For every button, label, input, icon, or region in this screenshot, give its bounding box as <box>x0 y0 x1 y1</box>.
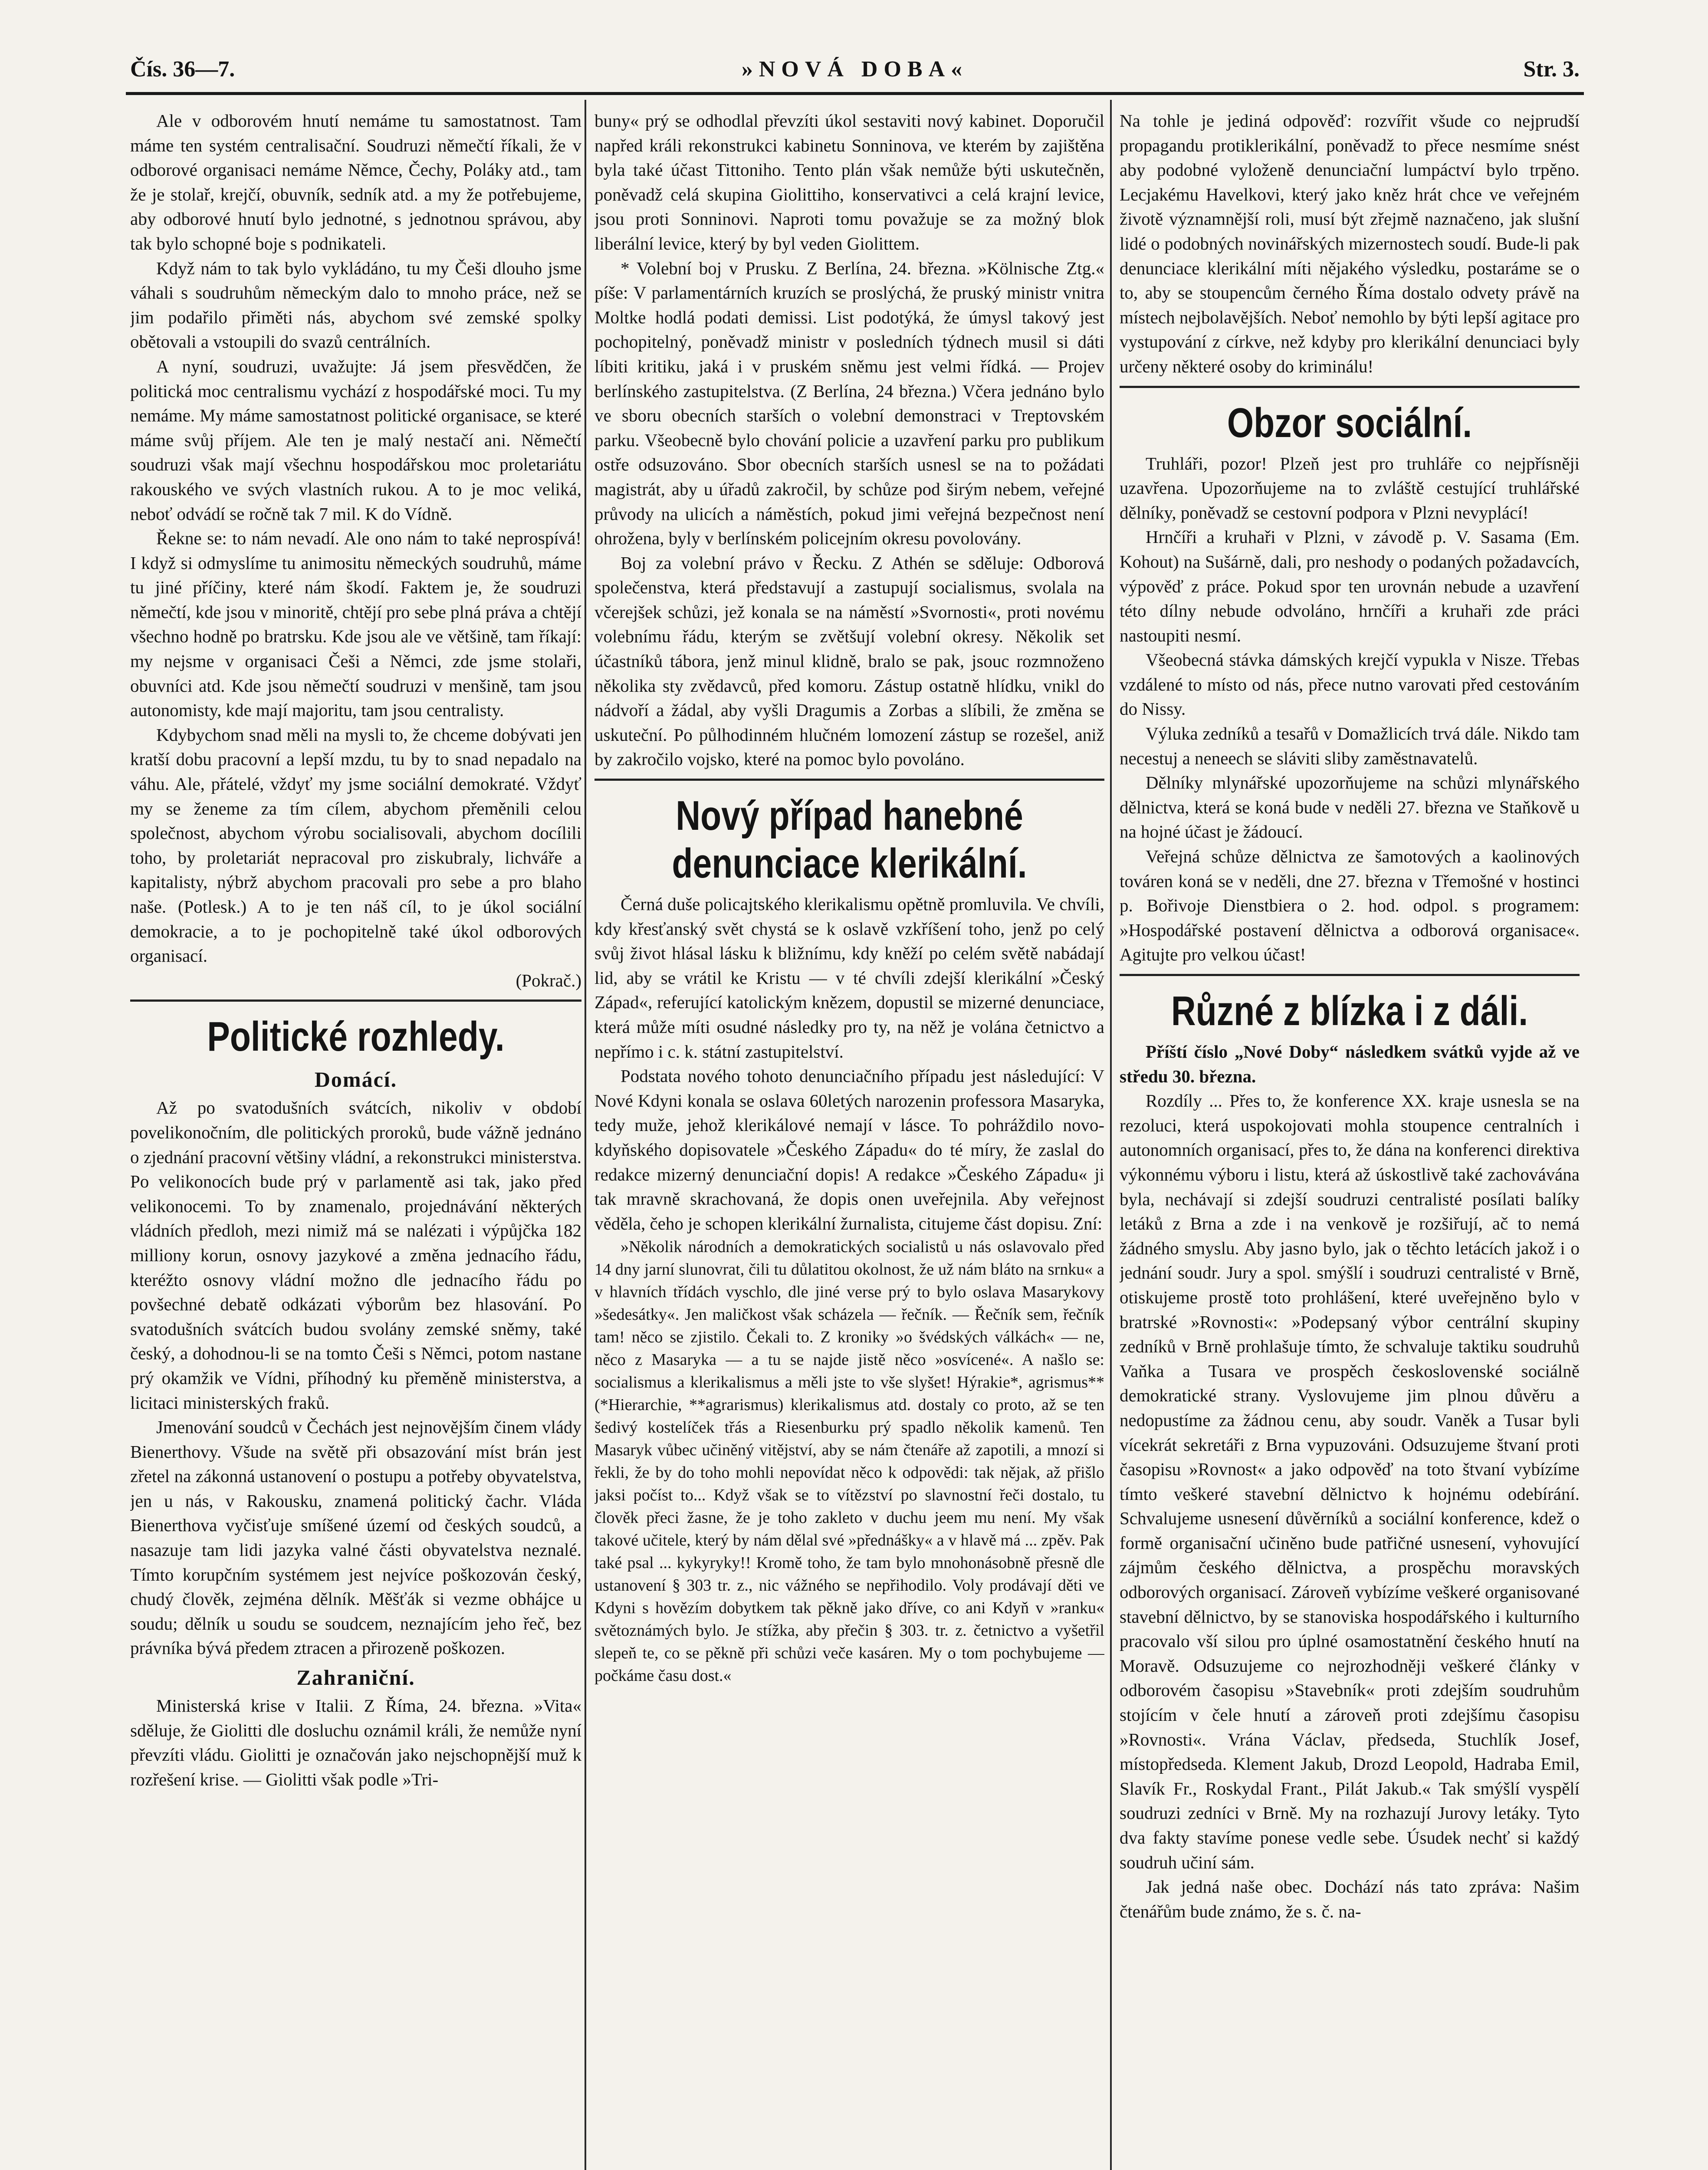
section-heading: Různé z blízka i z dáli. <box>1171 988 1528 1034</box>
paragraph: * Volební boj v Prusku. Z Berlína, 24. března. »Kölnische Ztg.« píše: V parlamentárních kruzích se proslýchá, že pruský ministr vnitra Moltke hodlá podati demissi. List podotýká, že úmysl takový jest pochopitelný, poněvadž ministr v posledních týdnech musil si dáti líbiti kritiku, jaká i v pruském sněmu jest velmi řídká. — Projev berlínského zastupitelstva. (Z Berlína, 24 března.) Včera jednáno bylo ve sboru obecních starších o volební demonstraci v Treptovském parku. Všeobecně bylo chování policie a uzavření parku pro publikum ostře odsuzováno. Sbor obecních starších usnesl se na to požádati magistrát, aby u úřadů zakročil, by schůze pod širým nebem, veřejné průvody na ulicích a náměstích, pokud jimi veřejná bezpečnost není ohrožena, byly v berlínském policejním okresu povolovány. <box>595 258 1104 549</box>
paragraph: Jak jedná naše obec. Dochází nás tato zpráva: Našim čtenářům bude známo, že s. č. na- <box>1120 1877 1580 1921</box>
paragraph: Černá duše policajtského klerikalismu opětně promluvila. Ve chvíli, kdy křesťanský svět chystá se k oslavě vzkříšení toho, jenž po celý svůj život hlásal lásku k bližnímu, kdy kněží po celém světě nabádají lid, aby se vrátil ke Kristu — v té chvíli zdejší klerikální »Český Západ«, referující katolickým knězem, dopustil se mizerné denunciace, která může míti osudné následky pro ty, na něž je volána četnictvo a nepřímo i c. k. státní zastupitelství. <box>595 894 1104 1062</box>
paragraph: Rozdíly ... Přes to, že konference XX. kraje usnesla se na rezoluci, která uspokojovati mohla stoupence centralních i autonomních organisací, přes to, že dána na konferenci direktiva výkonnému výboru i listu, která až úskostlivě také zachovávána byla, nechávají si zdejší soudruzi centralisté posílati balíky letáků z Brna a zde i na venkově je rozšiřují, ač to nemá žádného smyslu. Aby jasno bylo, jak o těchto letácích jakož i o jednání soudr. Jury a spol. smýšlí i soudruzi centralisté v Brně, otiskujeme prostě toto prohlášení, které uveřejněno bylo v bratrské »Rovnosti«: »Podepsaný výbor centrální skupiny zedníků v Brně prohlašuje tímto, že schvaluje taktiku soudruhů Vaňka a Tusara ve prospěch československé sociálně demokratické strany. Vyslovujeme jim plnou důvěru a nedopustíme za žádnou cenu, aby soudr. Vaněk a Tusar byli vícekrát sekretáři z Brna vypuzováni. Odsuzujeme štvaní proti časopisu »Rovnost« a jako odpověď na toto štvaní vybízíme tímto veškeré stavební dělnictvo k hojnému odebírání. Schvalujeme usnesení důvěrníků a sociální konference, kdež o formě organisační učiněno bude patřičné usnesení, vyhovující zájmům českého dělnictva, a prospěchu moravských odborových organisací. Zároveň vybízíme veškeré organisované stavební dělnictvo, by se stanoviska hospodářského i kulturního pracovalo vší silou pro úplné osamostatnění českého hnutí na Moravě. Odsuzujeme co nejrozhodněji veškeré články v odborovém časopisu »Stavebník« proti zdejším soudruhům stojícím v čele hnutí a zároveň proti zdejšímu časopisu »Rovnosti«. Vrána Václav, předseda, Stuchlík Josef, místopředseda. Klement Jakub, Drozd Leopold, Hadraba Emil, Slavík Fr., Roskydal Frant., Pilát Jakub.« Tak smýšlí vyspělí soudruzi zedníci v Brně. My na rozhazují Jurovy letáky. Tyto dva fakty stavíme ponese vedle sebe. Úsudek nechť si každý soudruh učiní sám. <box>1120 1091 1580 1872</box>
paragraph: Jmenování soudců v Čechách jest nejnovějším činem vlády Bienerthovy. Všude na světě při obsazování míst brán jest zřetel na zákonná ustanovení o postupu a potřeby obyvatelstva, jen u nás, v Rakousku, znamená politický čachr. Vláda Bienerthova vyčisťuje smíšené území od českých soudců, a nasazuje tam lidi jazyka valné části obyvatelstva neznalé. Tímto korupčním systémem jest nejvíce poškozován český, chudý člověk, zejména dělník. Měšťák si vezme obhájce u soudu; dělník u soudu se soudcem, neznajícím jeho řeč, bez právníka bývá předem ztracen a přirozeně poškozen. <box>130 1417 581 1658</box>
paragraph: Truhláři, pozor! Plzeň jest pro truhláře co nejpřísněji uzavřena. Upozorňujeme na to zvláště cestující truhlářské dělníky, poněvadž se cestovní podpora v Plzni nevyplácí! <box>1120 453 1580 523</box>
section-rule <box>1120 386 1580 388</box>
paragraph: Hrnčíři a kruhaři v Plzni, v závodě p. V. Sasama (Em. Kohout) na Sušárně, dali, pro neshody o podaných požadavcích, výpověď z práce. Pokud spor ten urovnán nebude a uzavření této dílny nebude odvoláno, hrnčíři a kruhaři zde práci nastoupiti nesmí. <box>1120 527 1580 645</box>
subsection-heading: Domácí. <box>314 1067 397 1092</box>
column-separator <box>1110 100 1112 2170</box>
paragraph: Boj za volební právo v Řecku. Z Athén se sděluje: Odborová společenstva, která představují a zastupují socialismus, svolala na včerejšek schůzi, jež konala se na náměstí »Svornosti«, proti novému volebnímu řádu, kterým se zvětšují volební okresy. Několik set účastníků tábora, jenž minul klidně, bralo se pak, jsouc rozmnoženo několika sty zvědavců, před komoru. Zástup ostatně hlídku, vnikl do nádvoří a žádal, aby vyšli Dragumis a Zorbas a slíbili, že změna se uskuteční. Po půlhodinném hlučném lomození zástup se rozešel, aniž by zakročilo vojsko, které na pomoc bylo povoláno. <box>595 552 1104 769</box>
header-rule <box>126 92 1584 95</box>
column-1 <box>130 108 581 2170</box>
section-rule <box>1120 974 1580 976</box>
paragraph: Když nám to tak bylo vykládáno, tu my Češi dlouho jsme váhali s soudruhům německým dalo to mnoho práce, než se jim podařilo přiměti nás, abychom své zemské spolky obětovali a vstoupili do svazů centrálních. <box>130 258 581 352</box>
column-2 <box>595 108 1104 2170</box>
page-number: Str. 3. <box>1523 57 1580 82</box>
page-header <box>130 56 1580 87</box>
paragraph: Veřejná schůze dělnictva ze šamotových a kaolinových továren koná se v neděli, dne 27. března v Třemošné v hostinci p. Bořivoje Dienstbiera o 2. hod. odpol. s programem: »Hospodářské postavení dělnictva a odborová organisace«. Agitujte pro velkou účast! <box>1120 846 1580 965</box>
quoted-letter: »Několik národních a demokratických socialistů u nás oslavovalo před 14 dny jarní slunovrat, čili tu důlatitou okolnost, že už nám bláto na srnku« a v hlavních třídách vyschlo, dle jiné verse prý to bylo oslava Masarykovy »šedesátky«. Jen maličkost však scházela — řečník. — Řečník sem, řečník tam! něco se zjistilo. Čekali to. Z kroniky »o švédských válkách« — ne, něco z Masaryka — a tu se najde jistě něco »osvícené«. A našlo se: socialismus a klerikalismus a měli jste to vše slyšet! Hýrakie*, agrismus** (*Hierarchie, **agrarismus) klerikalismus atd. dostaly co proto, až se ten šedivý kostelíček třás a Riesenburku prý spadlo několik kamenů. Ten Masaryk vůbec učiněný vitějství, aby se nám čtenáře až zapotili, a mnozí si řekli, že by do toho mohli nepovídat něco k odpovědi: tak nějak, až přišlo jaksi počíst to... Když však se to vítězství po slavnostní řeči dostalo, tu člověk přeci žasne, že je toho zakleto v duchu jeem mu není. My však takové učitele, který by nám dělal své »přednášky« a v hlavě má ... zpěv. Pak také psal ... kykyryky!! Kromě toho, že tam bylo mnohonásobně přesně dle ustanovení § 303 tr. z., nic vážného se nepřihodilo. Voly prodávají děti ve Kdyni s hovězím dobytkem tak pěkně jako dříve, co ani Kdyň v »ranku« světoznámých bylo. Je stížka, aby přečin § 303. tr. z. četnictvo a vyšetřil slepeň te, co se pěkně při schůzi veče kasáren. My o tom pochybujeme — počkáme času dost.« <box>595 1238 1104 1685</box>
paragraph: Ministerská krise v Italii. Z Říma, 24. března. »Vita« sděluje, že Giolitti dle dosluchu oznámil králi, že nemůže nyní převzíti vládu. Giolitti je označován jako nejschopnější muž k rozřešení krise. — Giolitti však podle »Tri- <box>130 1696 581 1789</box>
paragraph: Kdybychom snad měli na mysli to, že chceme dobývati jen kratší dobu pracovní a lepší mzdu, tu by to snad nepadalo na váhu. Ale, přátelé, vždyť my jsme sociální demokraté. Vždyť my se ženeme za tím cílem, abychom přeměnili celou společnost, abychom výrobu socialisovali, abychom docílili toho, by proletariát nepracoval pro ziskubraly, lichváře a kapitalisty, nýbrž abychom pracovali pro sebe a pro blaho naše. (Potlesk.) A to je ten náš cíl, to je úkol sociální demokracie, a to je pochopitelně také úkol odborových organisací. <box>130 724 581 966</box>
paragraph: Až po svatodušních svátcích, nikoliv v období povelikonočním, dle politických proroků, bude vážně jednáno o zjednání pracovní většiny vládní, a rekonstrukci ministerstva. Po velikonocích bude prý v parlamentě asi tak, jako před velikonocemi. To by znamenalo, projednávání některých vládních předloh, mezi nimiž má se nalézati i výpůjčka 182 milliony korun, osnovy jazykové a změna jednacího řádu, kteréžto osnovy vládní možno dle jednacího řádu po povšechné debatě odkázati výborům bez hlasování. Po svatodušních svátcích budou svolány zemské sněmy, také český, a dohodnou-li se na tomto Češi s Němci, potom nastane prý okamžik ve Vídni, příhodný ku přeměně ministerstva, a licitaci ministerských fraků. <box>130 1098 581 1413</box>
section-rule <box>130 1000 581 1002</box>
paragraph: Příští číslo „Nové Doby“ následkem svátků vyjde až ve středu 30. března. <box>1120 1042 1580 1086</box>
paragraph: buny« prý se odhodlal převzíti úkol sestaviti nový kabinet. Doporučil napřed králi rekonstrukci kabinetu Sonninova, ve kterém by zajištěna byla také účast Tittoniho. Tento plán však nemůže býti uskutečněn, poněvadž celá skupina Giolittiho, konservativci a celá krajní levice, jsou proti Sonninovi. Naproti tomu považuje se za možný blok liberální levice, který by byl veden Giolittem. <box>595 111 1104 253</box>
paragraph: Dělníky mlynářské upozorňujeme na schůzi mlynářského dělnictva, která se koná bude v neděli 27. března ve Staňkově u na hojné účast je žádoucí. <box>1120 773 1580 842</box>
paragraph: A nyní, soudruzi, uvažujte: Já jsem přesvědčen, že politická moc centralismu vychází z hospodářské moci. Tu my nemáme. My máme samostatnost politické organisace, se které máme svůj příjem. Ale ten je malý nestačí ani. Němečtí soudruzi však mají všechnu hospodářskou moc proletariátu rakouského ve svých vlastních rukou. A to je moc veliká, neboť odvádí se ročně tak 7 mil. K do Vídně. <box>130 356 581 524</box>
paragraph: Všeobecná stávka dámských krejčí vypukla v Nisze. Třebas vzdálené to místo od nás, přece nutno varovati před cestováním do Nissy. <box>1120 650 1580 719</box>
subsection-heading: Zahraniční. <box>296 1665 415 1690</box>
paragraph: Výluka zedníků a tesařů v Domažlicích trvá dále. Nikdo tam necestuj a neneech se sláviti sliby zaměstnavatelů. <box>1120 723 1580 768</box>
section-heading: Politické rozhledy. <box>207 1013 505 1060</box>
section-heading: Nový případ hanebné denunciace klerikální. <box>672 792 1027 887</box>
continuation-note: (Pokrač.) <box>516 970 581 990</box>
column-separator <box>585 100 586 2170</box>
paragraph: Ale v odborovém hnutí nemáme tu samostatnost. Tam máme ten systém centralisační. Soudruzi němečtí říkali, že v odborové organisaci nemáme Němce, Čechy, Poláky atd., tam že je stolař, krejčí, obuvník, sedník atd. a my že potřebujeme, aby odborové hnutí bylo jednotné, s jednotnou správou, aby tak bylo schopné boje s podnikateli. <box>130 111 581 253</box>
issue-number: Čís. 36—7. <box>130 57 235 82</box>
section-rule <box>595 779 1104 781</box>
newspaper-title: »NOVÁ DOBA« <box>741 57 969 82</box>
paragraph: Na tohle je jediná odpověď: rozvířit všude co nejprudší propagandu protiklerikální, poněvadž to přece nesmíme snést aby podobné vyloženě denunciační lumpáctví bylo trpěno. Lecjakému Havelkovi, který jako kněz hrát chce ve veřejném životě významnější roli, musí být zřejmě naznačeno, jak slušní lidé o podobných novinářských mizernostech soudí. Bude-li pak denunciace klerikální míti nějakého výsledku, postaráme se o to, aby se stoupencům černého Říma dostalo odvety právě na místech nejbolavějších. Neboť nemohlo by býti lepší agitace pro vystupování z církve, než kdyby pro klerikální denunciaci byly určeny některé osoby do kriminálu! <box>1120 111 1580 376</box>
column-3 <box>1120 108 1580 2170</box>
paragraph: Řekne se: to nám nevadí. Ale ono nám to také neprospívá! I když si odmyslíme tu animositu německých soudruhů, máme tu jiné příčiny, které nám škodí. Faktem je, že soudruzi němečtí, kde jsou v minoritě, chtějí pro sebe plná práva a chtějí všechno hodně po bratrsku. Kde jsou ale ve většině, tam říkají: my nejsme v organisaci Češi a Němci, zde jsme stolaři, obuvníci atd. Kde jsou němečtí soudruzi v menšině, tam jsou autonomisty, kde mají majoritu, tam jsou centralisty. <box>130 528 581 720</box>
section-heading: Obzor sociální. <box>1227 399 1472 446</box>
paragraph: Podstata nového tohoto denunciačního případu jest následující: V Nové Kdyni konala se oslava 60letých narozenin professora Masaryka, tedy muže, jehož klerikálové nemají v lásce. To pohráždilo novo-kdyňského dopisovatele »Českého Západu« do té míry, že zaslal do redakce mizerný denunciační dopis! A redakce »Českého Západu« ji tak mravně skrachovaná, že dopis onen uveřejnila. Aby veřejnost věděla, čeho je schopen klerikální žurnalista, citujeme část dopisu. Zní: <box>595 1066 1104 1233</box>
